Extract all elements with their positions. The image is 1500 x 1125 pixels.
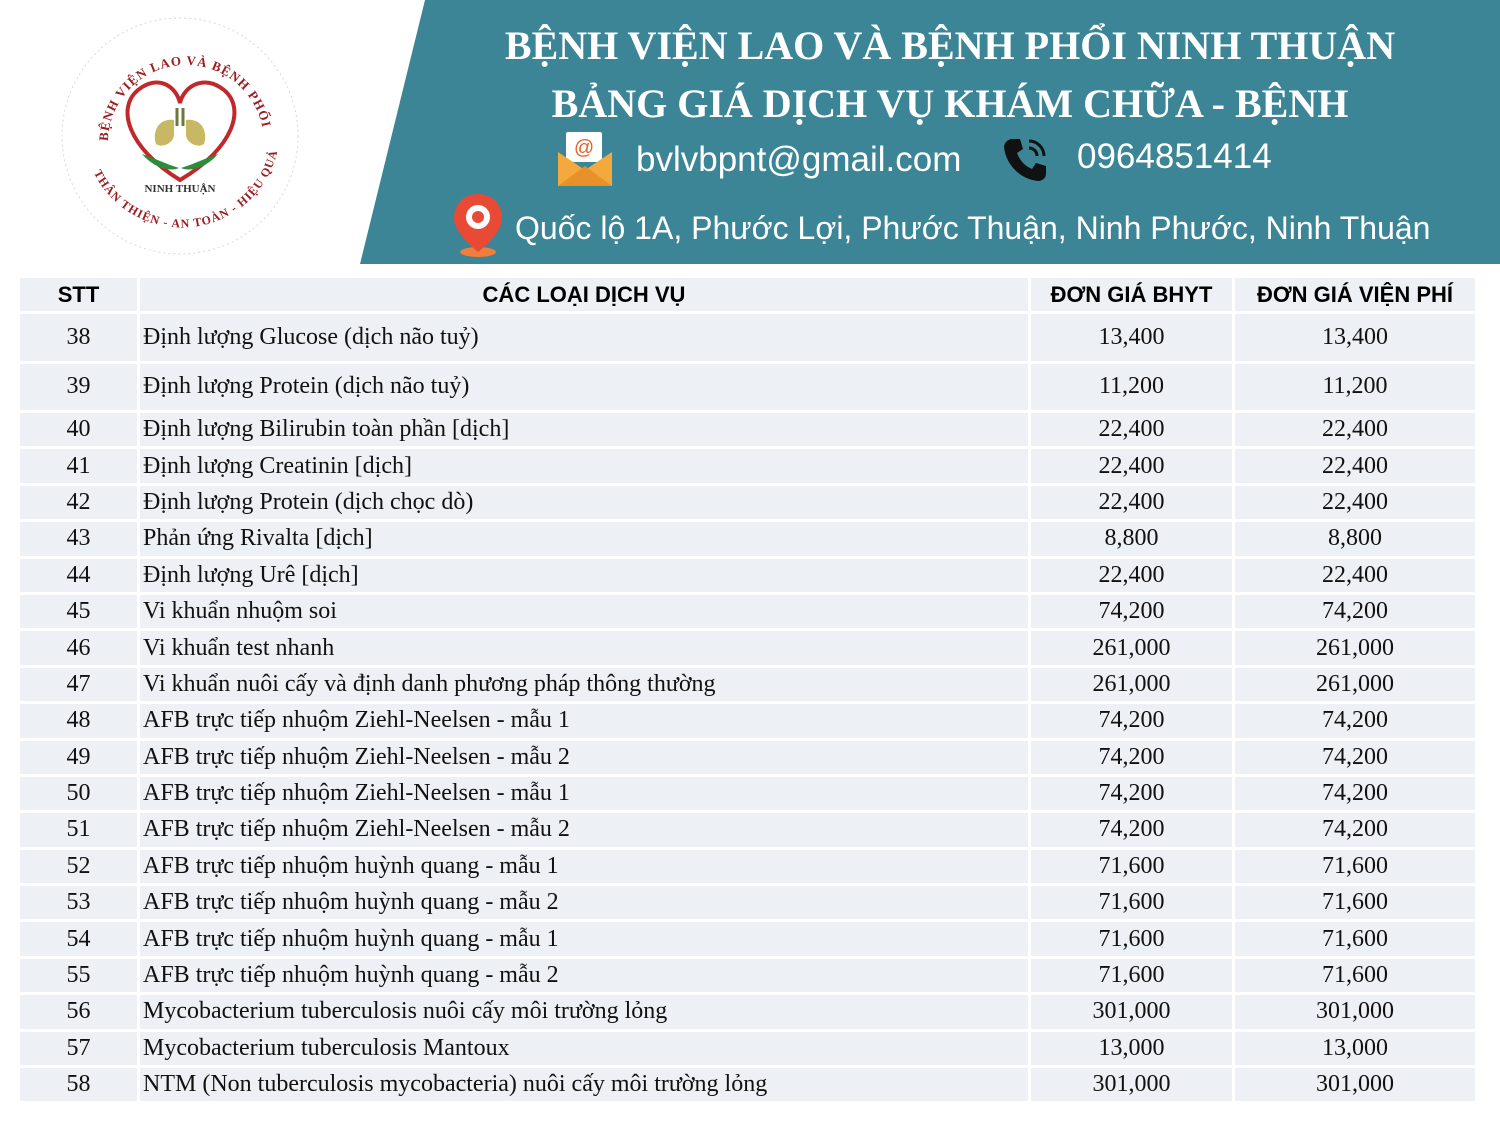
row-hospital-fee: 74,200 — [1235, 704, 1475, 737]
email-icon — [556, 130, 614, 188]
row-bhyt-price: 71,600 — [1031, 959, 1232, 992]
row-service-name: AFB trực tiếp nhuộm huỳnh quang - mẫu 2 — [140, 959, 1028, 992]
row-hospital-fee: 22,400 — [1235, 413, 1475, 446]
table-row — [20, 741, 1475, 774]
logo-arc-top: BỆNH VIỆN LAO VÀ BỆNH PHỔI — [95, 52, 275, 142]
row-bhyt-price: 71,600 — [1031, 850, 1232, 883]
row-stt: 45 — [20, 595, 137, 628]
row-hospital-fee: 13,400 — [1235, 314, 1475, 361]
row-hospital-fee: 301,000 — [1235, 1068, 1475, 1101]
table-body — [20, 314, 1475, 1101]
row-stt: 49 — [20, 741, 137, 774]
table-header-row — [20, 278, 1475, 311]
row-bhyt-price: 261,000 — [1031, 631, 1232, 664]
row-stt: 48 — [20, 704, 137, 737]
row-hospital-fee: 8,800 — [1235, 522, 1475, 555]
row-hospital-fee: 71,600 — [1235, 922, 1475, 955]
row-stt: 56 — [20, 995, 137, 1028]
row-service-name: Định lượng Protein (dịch não tuỷ) — [140, 364, 1028, 411]
table-row — [20, 522, 1475, 555]
row-bhyt-price: 261,000 — [1031, 668, 1232, 701]
row-hospital-fee: 13,000 — [1235, 1032, 1475, 1065]
row-service-name: Mycobacterium tuberculosis Mantoux — [140, 1032, 1028, 1065]
row-bhyt-price: 22,400 — [1031, 449, 1232, 482]
location-pin-icon — [450, 192, 506, 258]
row-hospital-fee: 11,200 — [1235, 364, 1475, 411]
row-hospital-fee: 261,000 — [1235, 668, 1475, 701]
table-row — [20, 559, 1475, 592]
row-stt: 39 — [20, 364, 137, 411]
price-list-title: BẢNG GIÁ DỊCH VỤ KHÁM CHỮA - BỆNH — [551, 81, 1349, 126]
table-row — [20, 1068, 1475, 1101]
row-service-name: AFB trực tiếp nhuộm Ziehl-Neelsen - mẫu 1 — [140, 704, 1028, 737]
row-bhyt-price: 71,600 — [1031, 886, 1232, 919]
email-address[interactable]: bvlvbpnt@gmail.com — [636, 140, 962, 179]
row-bhyt-price: 8,800 — [1031, 522, 1232, 555]
row-bhyt-price: 74,200 — [1031, 704, 1232, 737]
row-hospital-fee: 71,600 — [1235, 886, 1475, 919]
row-service-name: Định lượng Protein (dịch chọc dò) — [140, 486, 1028, 519]
col-header-service: CÁC LOẠI DỊCH VỤ — [140, 278, 1028, 311]
row-bhyt-price: 301,000 — [1031, 995, 1232, 1028]
table-row — [20, 668, 1475, 701]
row-stt: 52 — [20, 850, 137, 883]
table-row — [20, 449, 1475, 482]
row-stt: 38 — [20, 314, 137, 361]
table-row — [20, 995, 1475, 1028]
row-hospital-fee: 71,600 — [1235, 850, 1475, 883]
hospital-logo — [58, 8, 308, 258]
row-stt: 41 — [20, 449, 137, 482]
row-hospital-fee: 74,200 — [1235, 813, 1475, 846]
row-service-name: Vi khuẩn test nhanh — [140, 631, 1028, 664]
row-bhyt-price: 74,200 — [1031, 777, 1232, 810]
row-service-name: Phản ứng Rivalta [dịch] — [140, 522, 1028, 555]
table-row — [20, 704, 1475, 737]
row-stt: 53 — [20, 886, 137, 919]
row-bhyt-price: 74,200 — [1031, 595, 1232, 628]
logo-arc-bottom: THÂN THIỆN - AN TOÀN - HIỆU QUẢ — [90, 147, 281, 231]
hospital-name: BỆNH VIỆN LAO VÀ BỆNH PHỔI NINH THUẬN — [504, 23, 1396, 68]
row-service-name: Định lượng Creatinin [dịch] — [140, 449, 1028, 482]
row-service-name: NTM (Non tuberculosis mycobacteria) nuôi cấy môi trường lỏng — [140, 1068, 1028, 1101]
row-stt: 51 — [20, 813, 137, 846]
table-row — [20, 850, 1475, 883]
col-header-bhyt-price: ĐƠN GIÁ BHYT — [1031, 278, 1232, 311]
table-row — [20, 959, 1475, 992]
col-header-hospital-fee: ĐƠN GIÁ VIỆN PHÍ — [1235, 278, 1475, 311]
row-bhyt-price: 301,000 — [1031, 1068, 1232, 1101]
row-bhyt-price: 22,400 — [1031, 486, 1232, 519]
row-hospital-fee: 22,400 — [1235, 486, 1475, 519]
row-bhyt-price: 22,400 — [1031, 559, 1232, 592]
row-bhyt-price: 13,000 — [1031, 1032, 1232, 1065]
row-service-name: AFB trực tiếp nhuộm huỳnh quang - mẫu 1 — [140, 922, 1028, 955]
row-stt: 42 — [20, 486, 137, 519]
table-row — [20, 631, 1475, 664]
logo-center-text: NINH THUẬN — [144, 183, 216, 195]
table-row — [20, 922, 1475, 955]
row-hospital-fee: 74,200 — [1235, 595, 1475, 628]
table-row — [20, 886, 1475, 919]
row-service-name: AFB trực tiếp nhuộm huỳnh quang - mẫu 1 — [140, 850, 1028, 883]
row-bhyt-price: 13,400 — [1031, 314, 1232, 361]
page-header — [0, 0, 1500, 264]
phone-icon — [1000, 135, 1050, 185]
row-bhyt-price: 74,200 — [1031, 741, 1232, 774]
row-service-name: Định lượng Glucose (dịch não tuỷ) — [140, 314, 1028, 361]
phone-number[interactable]: 0964851414 — [1077, 137, 1272, 176]
row-service-name: AFB trực tiếp nhuộm Ziehl-Neelsen - mẫu 2 — [140, 741, 1028, 774]
table-row — [20, 1032, 1475, 1065]
row-hospital-fee: 22,400 — [1235, 449, 1475, 482]
row-bhyt-price: 11,200 — [1031, 364, 1232, 411]
row-hospital-fee: 74,200 — [1235, 741, 1475, 774]
row-service-name: Định lượng Bilirubin toàn phần [dịch] — [140, 413, 1028, 446]
table-row — [20, 813, 1475, 846]
hospital-address: Quốc lộ 1A, Phước Lợi, Phước Thuận, Ninh Phước, Ninh Thuận — [515, 210, 1431, 246]
row-service-name: Vi khuẩn nhuộm soi — [140, 595, 1028, 628]
row-stt: 46 — [20, 631, 137, 664]
row-service-name: AFB trực tiếp nhuộm Ziehl-Neelsen - mẫu 2 — [140, 813, 1028, 846]
row-service-name: Mycobacterium tuberculosis nuôi cấy môi trường lỏng — [140, 995, 1028, 1028]
row-stt: 57 — [20, 1032, 137, 1065]
row-hospital-fee: 22,400 — [1235, 559, 1475, 592]
row-hospital-fee: 301,000 — [1235, 995, 1475, 1028]
row-bhyt-price: 71,600 — [1031, 922, 1232, 955]
row-service-name: Vi khuẩn nuôi cấy và định danh phương pháp thông thường — [140, 668, 1028, 701]
row-stt: 58 — [20, 1068, 137, 1101]
row-hospital-fee: 71,600 — [1235, 959, 1475, 992]
table-row — [20, 413, 1475, 446]
row-service-name: AFB trực tiếp nhuộm Ziehl-Neelsen - mẫu 1 — [140, 777, 1028, 810]
row-stt: 47 — [20, 668, 137, 701]
row-stt: 50 — [20, 777, 137, 810]
row-stt: 40 — [20, 413, 137, 446]
row-hospital-fee: 74,200 — [1235, 777, 1475, 810]
table-row — [20, 595, 1475, 628]
table-row — [20, 314, 1475, 361]
row-bhyt-price: 74,200 — [1031, 813, 1232, 846]
table-row — [20, 364, 1475, 411]
row-stt: 44 — [20, 559, 137, 592]
row-service-name: Định lượng Urê [dịch] — [140, 559, 1028, 592]
row-stt: 54 — [20, 922, 137, 955]
row-stt: 43 — [20, 522, 137, 555]
table-row — [20, 486, 1475, 519]
row-service-name: AFB trực tiếp nhuộm huỳnh quang - mẫu 2 — [140, 886, 1028, 919]
row-hospital-fee: 261,000 — [1235, 631, 1475, 664]
table-row — [20, 777, 1475, 810]
row-stt: 55 — [20, 959, 137, 992]
col-header-stt: STT — [20, 278, 137, 311]
row-bhyt-price: 22,400 — [1031, 413, 1232, 446]
price-table — [17, 275, 1478, 1104]
svg-text:@: @ — [573, 137, 595, 159]
